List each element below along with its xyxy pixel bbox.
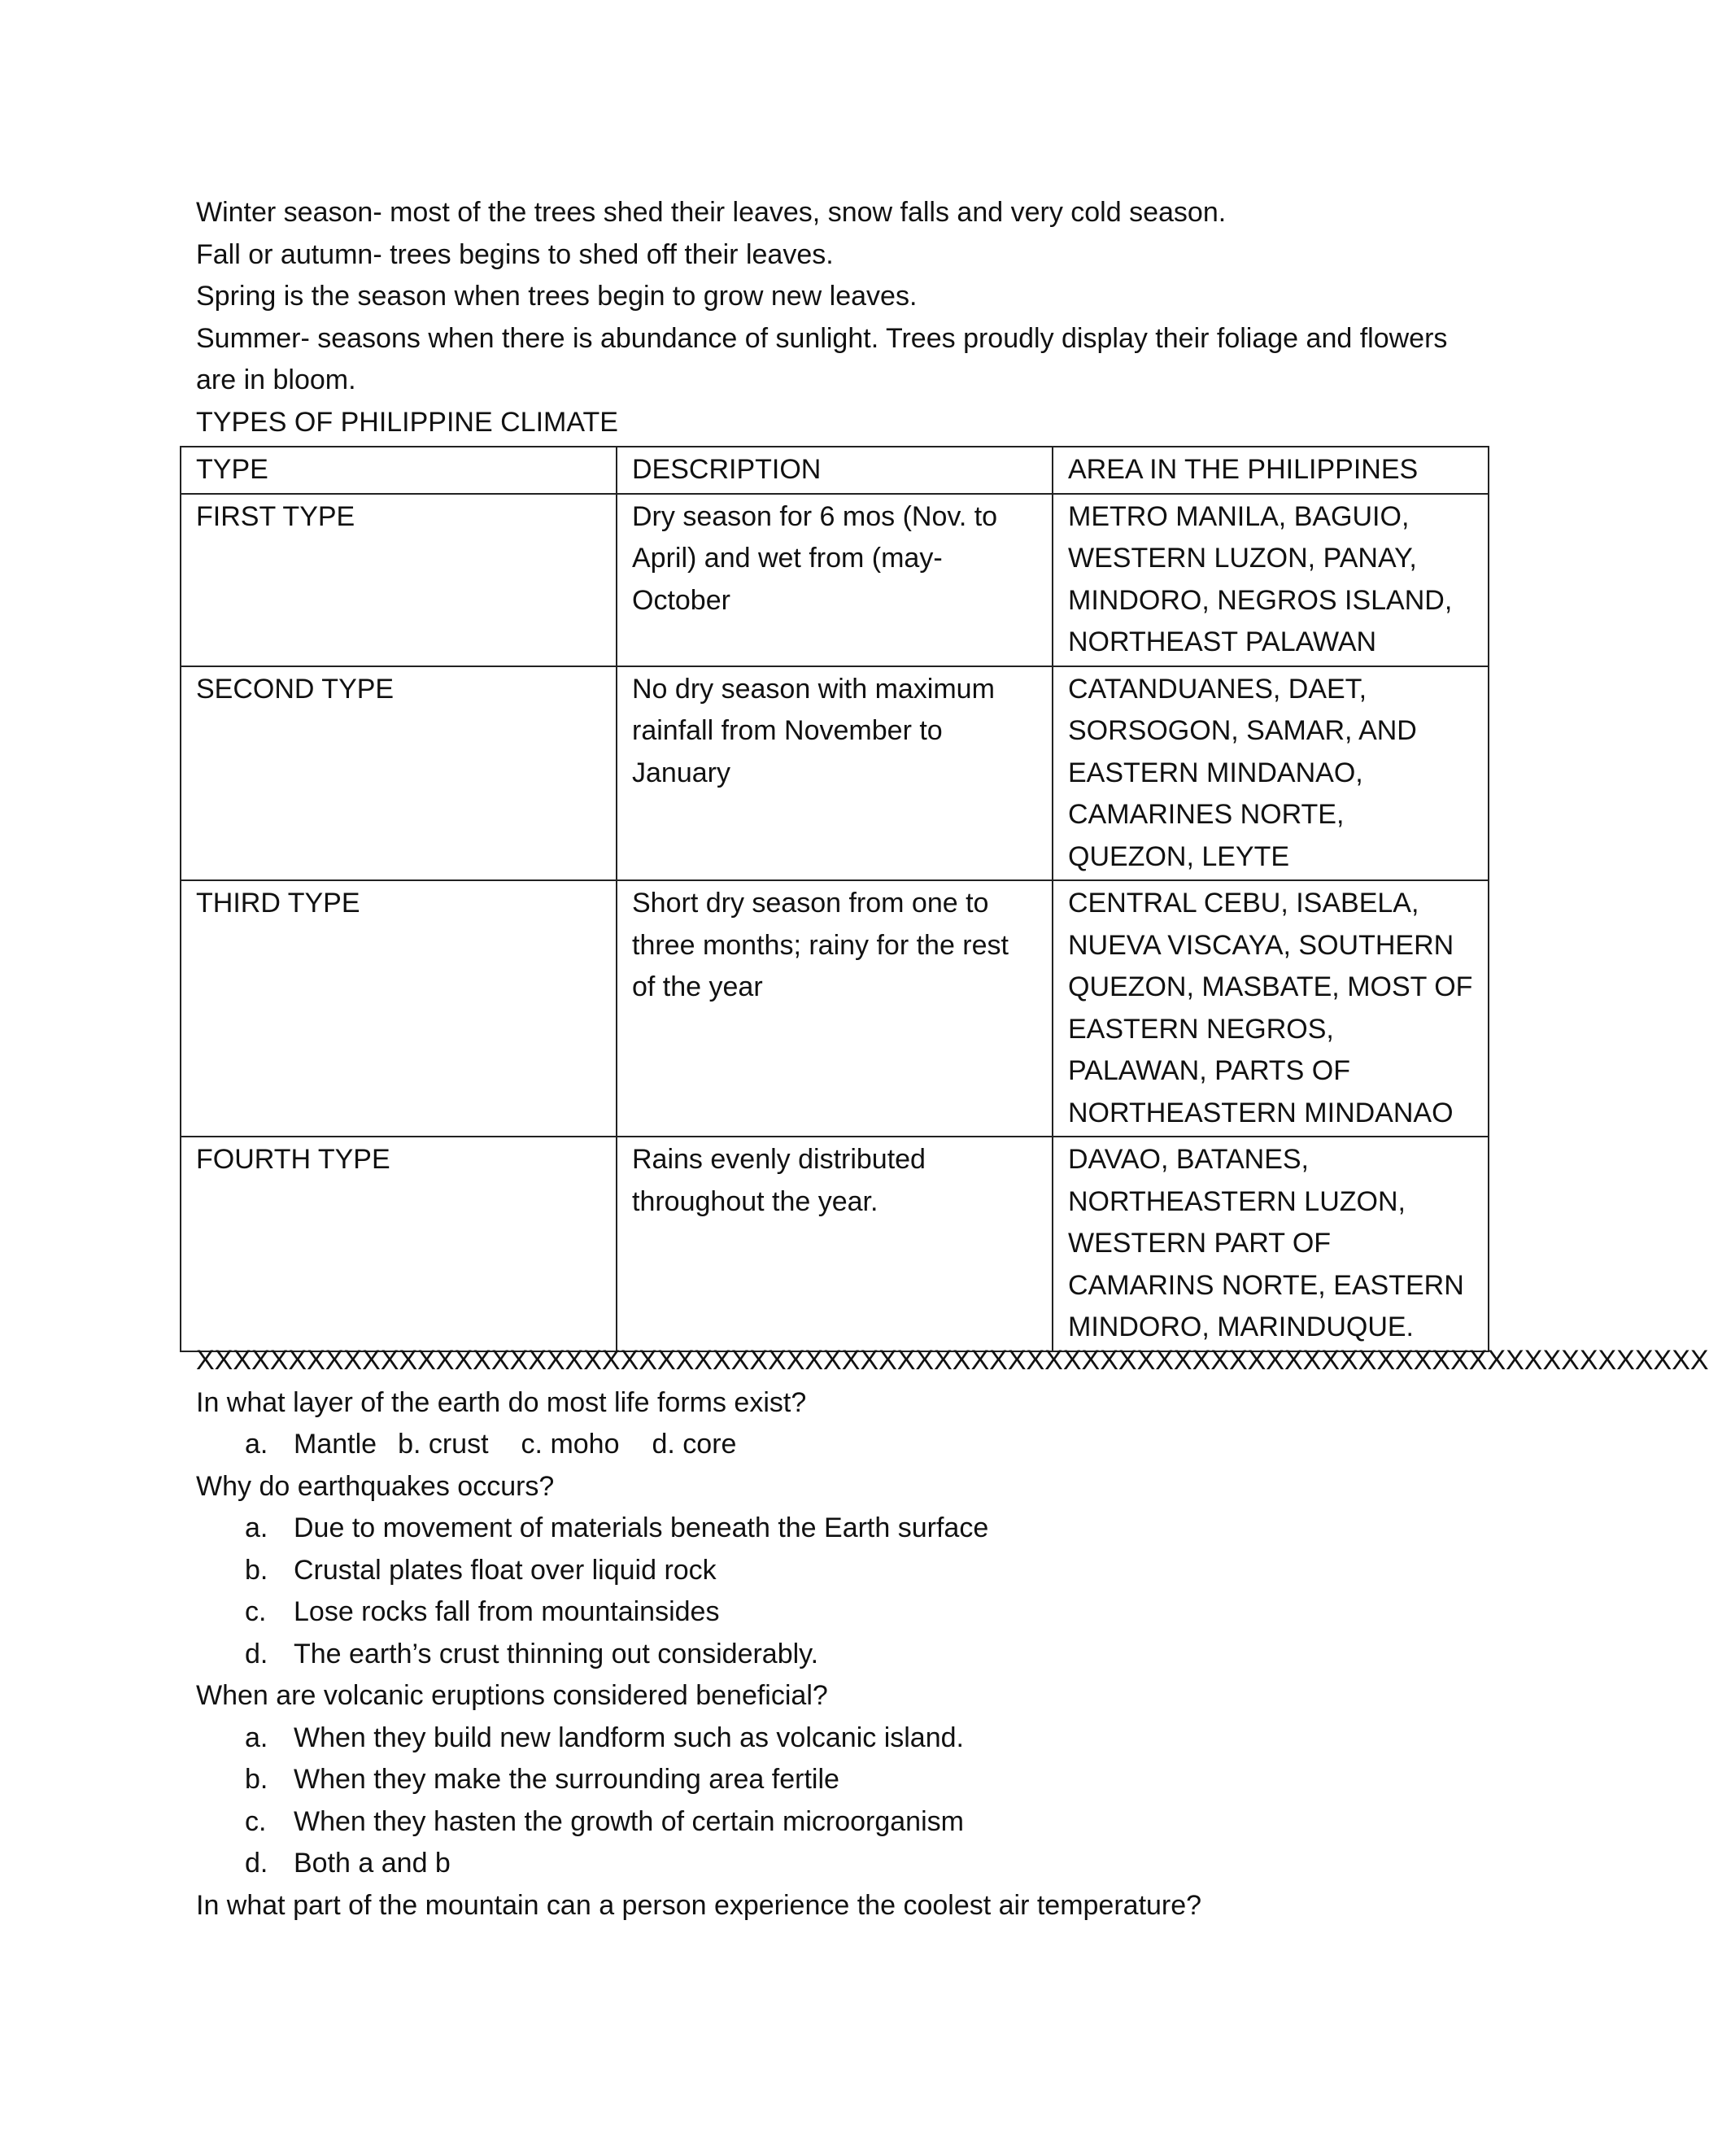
cell-description: Dry season for 6 mos (Nov. to April) and wet from (may-October (617, 494, 1053, 666)
table-row (181, 880, 1489, 1137)
option-text: Crustal plates float over liquid rock (294, 1554, 717, 1586)
table-row (181, 494, 1489, 666)
option-letter: c. (245, 1596, 267, 1627)
list-item (196, 1759, 1498, 1801)
intro-line-fall: Fall or autumn- trees begins to shed off their leaves. (196, 238, 834, 270)
cell-area: CATANDUANES, DAET, SORSOGON, SAMAR, AND EASTERN MINDANAO, CAMARINES NORTE, QUEZON, LEYTE (1053, 666, 1489, 881)
option-inline: b. crust (398, 1429, 489, 1460)
option-letter: a. (245, 1722, 268, 1753)
option-text: Lose rocks fall from mountainsides (294, 1596, 720, 1627)
option-letter: b. (245, 1554, 268, 1586)
question-1: In what layer of the earth do most life forms exist? (196, 1386, 807, 1418)
table-title: TYPES OF PHILIPPINE CLIMATE (196, 406, 618, 438)
cell-type: FIRST TYPE (181, 494, 617, 666)
option-letter: d. (245, 1848, 268, 1879)
option-inline: c. moho (521, 1429, 620, 1460)
option-inline: d. core (652, 1429, 737, 1460)
intro-line-spring: Spring is the season when trees begin to grow new leaves. (196, 281, 918, 312)
option-text: When they build new landform such as volcanic island. (294, 1722, 964, 1753)
list-item (196, 1801, 1498, 1844)
option-text: Due to movement of materials beneath the Earth surface (294, 1512, 989, 1543)
cell-type: FOURTH TYPE (181, 1137, 617, 1351)
question-3: When are volcanic eruptions considered beneficial? (196, 1680, 828, 1711)
option-letter: b. (245, 1764, 268, 1795)
cell-area: CENTRAL CEBU, ISABELA, NUEVA VISCAYA, SOUTHERN QUEZON, MASBATE, MOST OF EASTERN NEGROS, PALAWAN, PARTS OF NORTHEASTERN MINDANAO (1053, 880, 1489, 1137)
cell-description: No dry season with maximum rainfall from November to January (617, 666, 1053, 881)
table-row (181, 666, 1489, 881)
option-letter: a. (245, 1512, 268, 1543)
option-text: When they make the surrounding area fertile (294, 1764, 839, 1795)
question-1-options (196, 1424, 1498, 1466)
cell-description: Short dry season from one to three months; rainy for the rest of the year (617, 880, 1053, 1137)
intro-line-summer: Summer- seasons when there is abundance of sunlight. Trees proudly display their foliage and flowers are in bloom. (196, 322, 1448, 395)
cell-area: DAVAO, BATANES, NORTHEASTERN LUZON, WESTERN PART OF CAMARINS NORTE, EASTERN MINDORO, MARINDUQUE. (1053, 1137, 1489, 1351)
option-text: When they hasten the growth of certain microorganism (294, 1805, 964, 1837)
question-2: Why do earthquakes occurs? (196, 1470, 555, 1502)
header-description: DESCRIPTION (617, 447, 1053, 494)
separator-line: XXXXXXXXXXXXXXXXXXXXXXXXXXXXXXXXXXXXXXXXXXXXXXXXXXXXXXXXXXXXXXXXXXXXXXXXXXXXXXXXXX (196, 1345, 1709, 1376)
list-item (196, 1550, 1498, 1592)
list-item (196, 1508, 1498, 1550)
option-text: Both a and b (294, 1848, 451, 1879)
header-type: TYPE (181, 447, 617, 494)
list-item (196, 1591, 1498, 1634)
cell-description: Rains evenly distributed throughout the year. (617, 1137, 1053, 1351)
climate-table (180, 446, 1489, 1352)
cell-type: THIRD TYPE (181, 880, 617, 1137)
list-item (196, 1717, 1498, 1760)
intro-section (196, 192, 1481, 443)
quiz-section (196, 1340, 1709, 1927)
list-item (196, 1843, 1498, 1885)
option-text: The earth’s crust thinning out considerably. (294, 1638, 819, 1669)
cell-type: SECOND TYPE (181, 666, 617, 881)
header-area: AREA IN THE PHILIPPINES (1053, 447, 1489, 494)
table-row (181, 1137, 1489, 1351)
intro-line-winter: Winter season- most of the trees shed their leaves, snow falls and very cold season. (196, 197, 1227, 228)
option-letter: d. (245, 1638, 268, 1669)
list-item (196, 1634, 1498, 1676)
table-header-row (181, 447, 1489, 494)
option-letter: a. (245, 1429, 268, 1460)
option-text: Mantle (294, 1429, 377, 1460)
option-letter: c. (245, 1805, 267, 1837)
question-4: In what part of the mountain can a person experience the coolest air temperature? (196, 1889, 1202, 1921)
cell-area: METRO MANILA, BAGUIO, WESTERN LUZON, PANAY, MINDORO, NEGROS ISLAND, NORTHEAST PALAWAN (1053, 494, 1489, 666)
